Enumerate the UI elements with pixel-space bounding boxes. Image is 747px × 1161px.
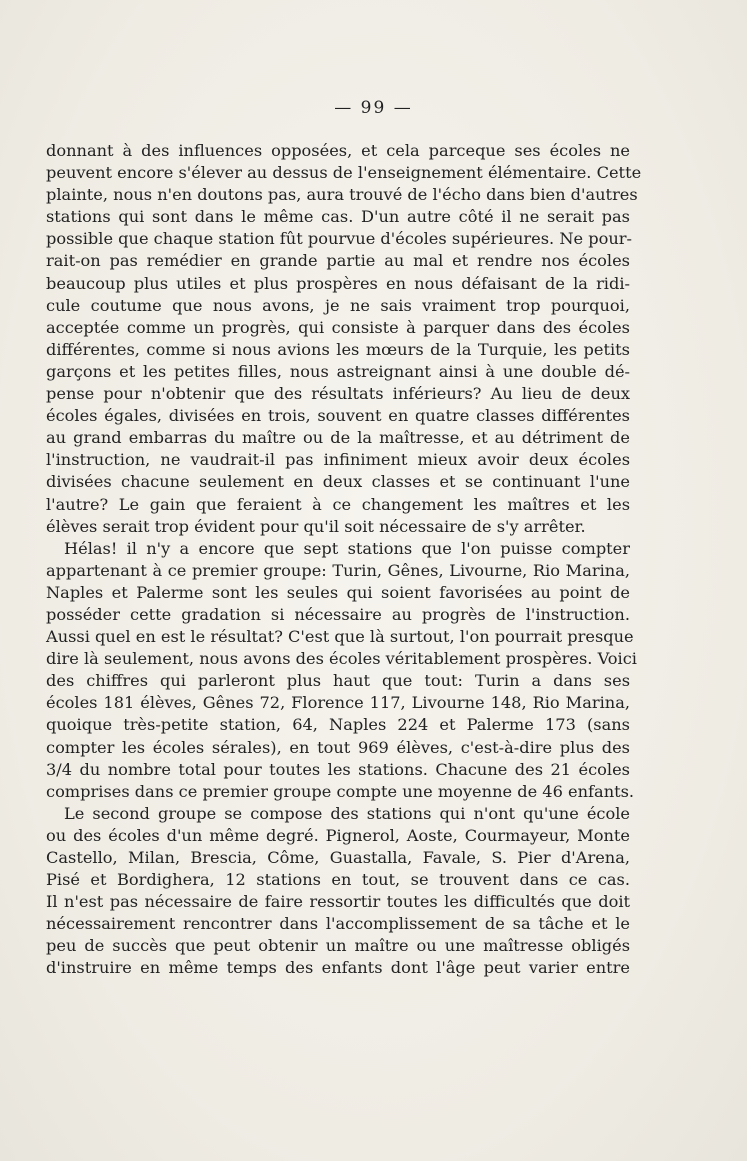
text-line: l'instruction, ne vaudrait-il pas infiniment mieux avoir deux écoles [46,450,630,470]
text-line: au grand embarras du maître ou de la maîtresse, et au détriment de [46,428,630,448]
text-line: garçons et les petites filles, nous astreignant ainsi à une double dé- [46,361,630,381]
text-line: comprises dans ce premier groupe compte une moyenne de 46 enfants. [46,781,635,801]
text-line: Il n'est pas nécessaire de faire ressortir toutes les difficultés que doit [46,892,630,912]
text-line: écoles égales, divisées en trois, souvent en quatre classes différentes [46,406,630,426]
text-line: beaucoup plus utiles et plus prospères en nous défaisant de la ridi- [46,273,630,293]
text-line: d'instruire en même temps des enfants dont l'âge peut varier entre [46,958,630,978]
text-line: Hélas! il n'y a encore que sept stations que l'on puisse compter [64,538,630,558]
text-line: nécessairement rencontrer dans l'accomplissement de sa tâche et le [46,914,630,934]
body-text [46,140,642,980]
text-line: cule coutume que nous avons, je ne sais vraiment trop pourquoi, [46,295,630,315]
text-line: rait-on pas remédier en grande partie au mal et rendre nos écoles [46,251,630,271]
text-line: Naples et Palerme sont les seules qui soient favorisées au point de [46,582,630,602]
text-line: peu de succès que peut obtenir un maître ou une maîtresse obligés [46,936,630,956]
text-line: élèves serait trop évident pour qu'il soit nécessaire de s'y arrêter. [46,516,586,536]
text-line: écoles 181 élèves, Gênes 72, Florence 117, Livourne 148, Rio Marina, [46,693,630,713]
text-line: ou des écoles d'un même degré. Pignerol, Aoste, Courmayeur, Monte [46,825,630,845]
text-line: divisées chacune seulement en deux classes et se continuant l'une [46,472,630,492]
text-line: possible que chaque station fût pourvue d'écoles supérieures. Ne pour- [46,229,632,249]
text-line: Castello, Milan, Brescia, Côme, Guastalla, Favale, S. Pier d'Arena, [46,848,630,867]
text-line: Aussi quel en est le résultat? C'est que là surtout, l'on pourrait presque [46,627,634,647]
text-line: différentes, comme si nous avions les mœurs de la Turquie, les petits [46,339,630,359]
text-line: donnant à des influences opposées, et cela parceque ses écoles ne [46,141,630,160]
text-line: acceptée comme un progrès, qui consiste à parquer dans des écoles [46,317,630,337]
text-line: compter les écoles sérales), en tout 969 élèves, c'est-à-dire plus des [46,737,630,757]
text-line: peuvent encore s'élever au dessus de l'enseignement élémentaire. Cette [46,163,642,183]
text-line: pense pour n'obtenir que des résultats inférieurs? Au lieu de deux [46,384,630,404]
text-line: des chiffres qui parleront plus haut que tout: Turin a dans ses [46,671,630,691]
text-line: posséder cette gradation si nécessaire au progrès de l'instruction. [46,604,630,624]
text-line: stations qui sont dans le même cas. D'un autre côté il ne serait pas [46,207,630,227]
page-number: — 99 — [334,98,413,118]
text-line: Le second groupe se compose des stations qui n'ont qu'une école [64,803,630,823]
text-line: Pisé et Bordighera, 12 stations en tout, se trouvent dans ce cas. [46,870,630,890]
text-line: quoique très-petite station, 64, Naples 224 et Palerme 173 (sans [46,715,630,735]
text-line: appartenant à ce premier groupe: Turin, Gênes, Livourne, Rio Marina, [46,560,630,580]
text-line: plainte, nous n'en doutons pas, aura trouvé de l'écho dans bien d'autres [46,185,638,205]
text-line: l'autre? Le gain que feraient à ce changement les maîtres et les [46,494,630,514]
text-line: dire là seulement, nous avons des écoles véritablement prospères. Voici [46,649,637,669]
text-line: 3/4 du nombre total pour toutes les stations. Chacune des 21 écoles [46,759,630,779]
